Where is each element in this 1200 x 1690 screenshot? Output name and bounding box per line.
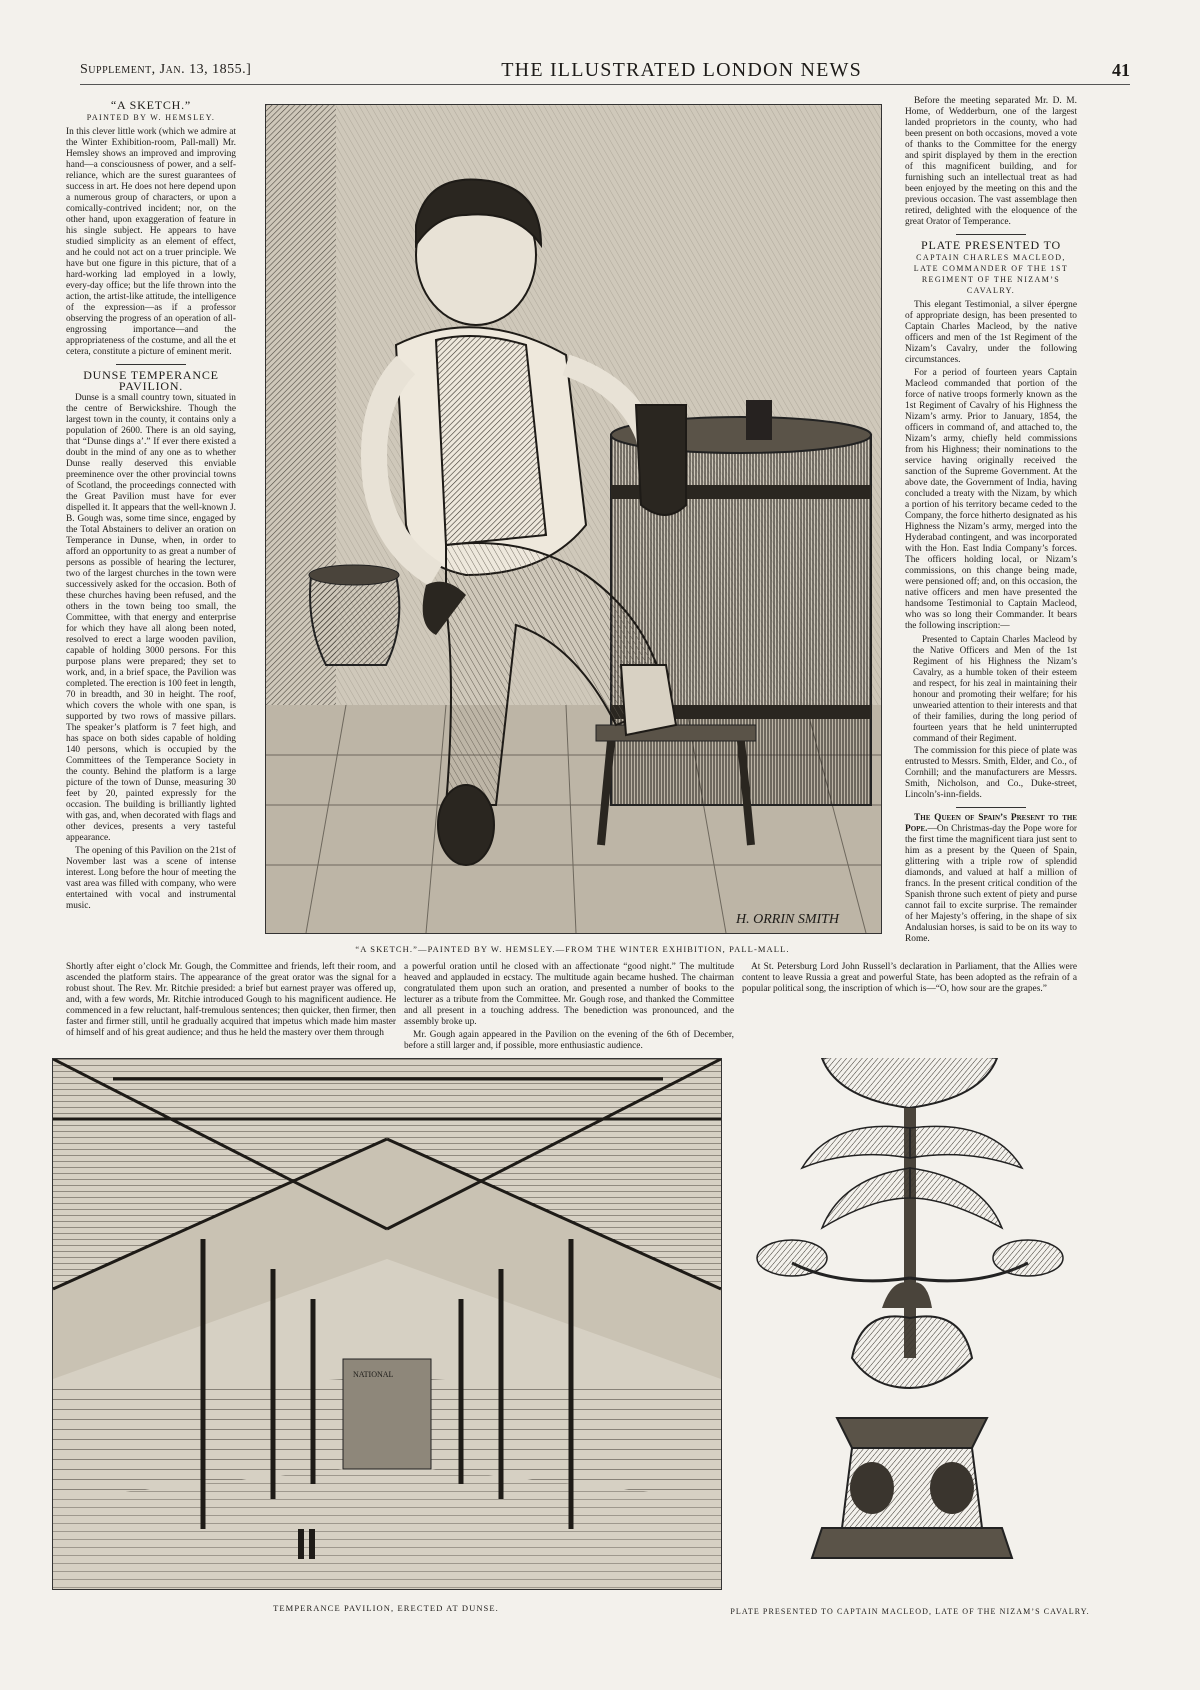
divider [956, 807, 1026, 808]
plate-article-title: PLATE PRESENTED TO [921, 238, 1061, 252]
engraver-signature: H. ORRIN SMITH [736, 912, 840, 927]
issue-date: Supplement, Jan. 13, 1855.] [80, 62, 252, 77]
queen-article-lead: The Queen of Spain’s Present to the Pope. [905, 813, 1077, 834]
temperance-pavilion-interior-illustration [53, 1059, 721, 1589]
pavilion-banner: NATIONAL [353, 1370, 394, 1379]
plate-inscription: Presented to Captain Charles Macleod by the Native Officers and Men of the 1st Regiment of his Highness the Nizam’s Cavalry, as a humble token of their esteem and respect, for his zeal in maintaining their honour and promoting their welfare; for his unwearied attention to their interests and that of their families, during the long period of fourteen years that he held uninterrupted command of their Regiment. [913, 634, 1077, 743]
petersburg-column [742, 962, 1077, 1054]
plate-paragraph: The commission for this piece of plate was entrusted to Messrs. Smith, Elder, and Co., of Cornhill; and the manufacturers are Messrs. Smith, Nicholson, and Co., Duke-street, Lincoln’s-inn-fields. [905, 746, 1077, 800]
plate-engraving [742, 1058, 1077, 1598]
dunse-paragraph: Dunse is a small country town, situated in the centre of Berwickshire. Though the largest town in the county, it contains only a population of 2600. There is an old saying, that “Dunse dings a’.” If ever there existed a doubt in the mind of any one as to whether Dunse really deserved this enviable preeminence over the other provincial towns of Scotland, the proceedings connected with the Great Pavilion must have for ever dispelled it. It appears that the well-known J. B. Gough was, some time since, engaged by the Total Abstainers to deliver an oration on Temperance in Dunse, when, in order to afford an opportunity to as great a number of persons as possible of hearing the lecturer, two of the largest churches in the town were successively asked for the occasion. Both of these churches having been refused, and the others in the town being too small, the Committee, with that energy and enterprise for which they have all along been noted, resolved to erect a large wooden pavilion, capable of holding 3000 persons. For this purpose plans were prepared; they set to work, and, in a brief space, the Pavilion was completed. The erection is 100 feet in length, 70 in breadth, and 30 in height. The roof, which covers the whole with one span, is supported by two rows of massive pillars. The speaker’s platform is 7 feet high, and has space on both sides capable of holding 140 persons, which is occupied by the Committees of the Temperance Society in the county. Behind the platform is a large picture of the town of Dunse, measuring 30 feet by 20, painted expressly for the occasion. The building is brilliantly lighted with gas, and, when decorated with flags and other devices, presents a very tasteful appearance. [66, 393, 236, 843]
dunse-paragraph: Shortly after eight o’clock Mr. Gough, the Committee and friends, left their room, and ascended the platform stairs. The appearance of the great orator was the signal for a robust shout. The Rev. Mr. Ritchie presided: a brief but earnest prayer was offered up, and, with a few words, Mr. Ritchie introduced Gough to his magnificent audience. He commenced in a few reluctant, half-tremulous sentences; then quicker, then firmer, then faster and firmer still, until he gradually acquired that impetus which made him master of himself and of his great audience; and thus he held the mastery over them through [66, 962, 396, 1038]
dunse-paragraph: a powerful oration until he closed with an affectionate “good night.” The multitude heaved and applauded in ecstacy. The multitude again became hushed. The chairman congratulated them upon such an oration, and presented a number of books to the lecturer as a tribute from the Committee. Mr. Gough rose, and thanked the Committee and all present in a touching address. The benediction was pronounced, and the assembly broke up. [404, 962, 734, 1027]
plate-paragraph: For a period of fourteen years Captain Macleod commanded that portion of the force of native troops formerly known as the 1st Regiment of Cavalry of his Highness the Nizam’s army. Prior to January, 1854, the officers in command of, and attached to, the Nizam’s army, chiefly held commissions from his Highness; their nominations to the service having originally received the sanction of the Supreme Government. At the above date, the Government of India, having concluded a treaty with the Nizam, by which a portion of his territory became ceded to the Company, the force hitherto designated as his Highness the Nizam’s army, merged into the Hyderabad contingent, and was incorporated with the Hon. East India Company’s forces. The officers holding local, or Nizam’s commissions, on this change being made, were pensioned off; and, on this occasion, the native officers and men have presented the handsome Testimonial to Captain Macleod, who was so long their Commander. It bears the following inscription:— [905, 368, 1077, 631]
dunse-continuation-1 [66, 962, 396, 1054]
plate-article-subtitle: CAPTAIN CHARLES MACLEOD, LATE COMMANDER OF THE 1ST REGIMENT OF THE NIZAM’S CAVALRY. [913, 253, 1069, 295]
dunse-continuation-2 [404, 962, 734, 1054]
petersburg-article: At St. Petersburg Lord John Russell’s declaration in Parliament, that the Allies were content to leave Russia a great and powerful State, has been adopted as the refrain of a popular political song, the inscription of which is—“O, how sour are the grapes.” [742, 962, 1077, 994]
boy-cleaning-boot-illustration [266, 105, 881, 933]
queen-article-body: —On Christmas-day the Pope wore for the first time the magnificent tiara just sent to him as a present by the Queen of Spain, glittering with a triple row of splendid diamonds, and valued at half a million of francs. In the present critical condition of the Spanish throne such extent of piety and purse cannot fail to excite surprise. The remainder of her Majesty’s offering, in the shape of six Andalusian horses, is said to be on its way to Rome. [905, 824, 1077, 944]
dunse-paragraph: The opening of this Pavilion on the 21st of November last was a scene of intense interest. Long before the hour of meeting the vast area was filled with company, who were entertained with vocal and instrumental music. [66, 846, 236, 911]
right-column [905, 96, 1077, 966]
plate-caption: PLATE PRESENTED TO CAPTAIN MACLEOD, LATE OF THE NIZAM’S CAVALRY. [730, 1607, 1090, 1616]
sketch-engraving [265, 104, 882, 934]
divider [956, 234, 1026, 235]
pavilion-caption: TEMPERANCE PAVILION, ERECTED AT DUNSE. [273, 1603, 499, 1613]
dunse-conclusion: Before the meeting separated Mr. D. M. Home, of Wedderburn, one of the largest landed proprietors in the county, who had been present on both occasions, moved a vote of thanks to the Committee for the energy and spirit displayed by them in the erection of this magnificent building, and for furnishing such an intellectual treat as had been enjoyed by the meeting on this and the previous occasion. The vast assemblage then retired, delighted with the eloquence of the great Orator of Temperance. [905, 96, 1077, 227]
plate-paragraph: This elegant Testimonial, a silver épergne of appropriate design, has been presented to Captain Charles Macleod, by the native officers and men of the 1st Regiment of the Nizam’s Cavalry, under the following circumstances. [905, 300, 1077, 365]
page-number: 41 [1112, 59, 1130, 80]
newspaper-title: THE ILLUSTRATED LONDON NEWS [501, 58, 862, 81]
left-column [66, 96, 236, 946]
sketch-article-title: “A SKETCH.” [110, 98, 192, 112]
divider [116, 364, 186, 365]
dunse-paragraph: Mr. Gough again appeared in the Pavilion on the evening of the 6th of December, before a still larger and, if possible, more enthusiastic audience. [404, 1030, 734, 1051]
masthead [80, 56, 1130, 85]
sketch-article-body: In this clever little work (which we admire at the Winter Exhibition-room, Pall-mall) Mr. Hemsley shows an improved and improving hand—a consciousness of power, and a self-reliance, which are the surest guarantees of success in art. He does not here depend upon a numerous group of characters, or upon a comically-contrived incident; nor, on the other hand, upon exaggeration of feature in his single subject. He appears to have studied simplicity as an element of effect, and he could not act on a truer principle. We have but one figure in this picture, that of a hard-working lad employed in a lowly, every-day office; but the life thrown into the action, the artist-like attitude, the intelligence of the expression—as if a professor observing the progress of an operation of all-engrossing importance—and the appropriateness of the costume, and all the et cetera, constitute a picture of eminent merit. [66, 127, 236, 357]
sketch-article-byline: PAINTED BY W. HEMSLEY. [86, 113, 216, 122]
pavilion-engraving [52, 1058, 722, 1590]
sketch-caption: “A SKETCH.”—PAINTED BY W. HEMSLEY.—FROM THE WINTER EXHIBITION, PALL-MALL. [355, 944, 790, 954]
dunse-article-title: DUNSE TEMPERANCE PAVILION. [83, 368, 219, 393]
silver-epergne-illustration [742, 1058, 1077, 1598]
